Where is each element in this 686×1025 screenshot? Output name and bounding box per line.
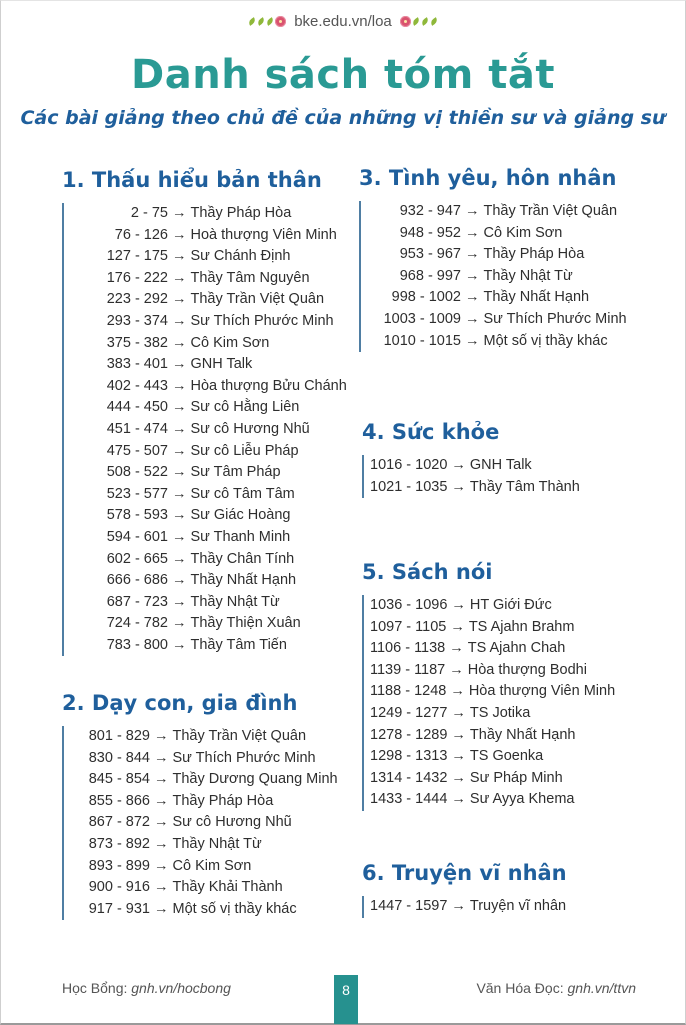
teacher-name: TS Ajahn Chah <box>467 640 566 657</box>
lecture-range: 578 - 593 <box>106 507 168 524</box>
list-item <box>70 726 338 748</box>
arrow-right-icon: → <box>172 248 187 265</box>
teacher-name: Sư Thanh Minh <box>190 528 291 545</box>
teacher-name: TS Ajahn Brahm <box>468 618 575 635</box>
lecture-range: 1298 - 1313 <box>370 748 448 765</box>
lecture-range: 594 - 601 <box>106 528 168 545</box>
lecture-range: 917 - 931 <box>88 900 150 917</box>
lecture-range: 1139 - 1187 <box>370 661 446 678</box>
list-item <box>370 681 615 703</box>
list-item <box>370 595 615 617</box>
arrow-right-icon: → <box>451 769 466 786</box>
section-list <box>362 896 567 918</box>
page-number-badge: 8 <box>334 975 358 1024</box>
teacher-name: Sư Thích Phước Minh <box>483 310 627 327</box>
lecture-range: 176 - 222 <box>106 269 168 286</box>
teacher-name: Thầy Nhất Hạnh <box>190 572 297 589</box>
arrow-right-icon: → <box>465 332 480 349</box>
teacher-name: Cô Kim Sơn <box>172 857 252 874</box>
list-item <box>70 462 347 484</box>
arrow-right-icon: → <box>465 310 480 327</box>
lecture-range: 1021 - 1035 <box>370 478 448 495</box>
teacher-name: Sư Thích Phước Minh <box>190 312 334 329</box>
lecture-range: 1433 - 1444 <box>370 791 448 808</box>
teacher-name: Thầy Pháp Hòa <box>483 246 585 263</box>
list-item <box>370 896 567 918</box>
lecture-range: 602 - 665 <box>106 550 168 567</box>
footer-left-link[interactable]: gnh.vn/hocbong <box>131 980 231 996</box>
list-item <box>70 856 338 878</box>
teacher-name: Sư cô Tâm Tâm <box>190 485 295 502</box>
arrow-right-icon: → <box>172 205 187 221</box>
list-item <box>370 725 615 747</box>
footer <box>0 978 686 1024</box>
list-item <box>70 419 347 441</box>
teacher-name: Hòa thượng Bửu Chánh <box>190 377 347 394</box>
lecture-range: 855 - 866 <box>88 792 150 809</box>
lecture-range: 1447 - 1597 <box>370 898 448 914</box>
arrow-right-icon: → <box>465 246 480 263</box>
teacher-name: Thầy Tâm Tiến <box>190 636 287 653</box>
lecture-range: 1188 - 1248 <box>370 683 447 700</box>
arrow-right-icon: → <box>154 835 169 852</box>
teacher-name: Thầy Trần Việt Quân <box>190 291 325 308</box>
arrow-right-icon: → <box>172 464 187 481</box>
arrow-right-icon: → <box>154 879 169 896</box>
list-item <box>370 746 615 768</box>
lecture-range: 666 - 686 <box>106 572 168 589</box>
section-list <box>62 203 347 656</box>
arrow-right-icon: → <box>154 728 169 744</box>
teacher-name: Sư cô Hương Nhũ <box>190 420 310 437</box>
lecture-range: 1314 - 1432 <box>370 769 448 786</box>
arrow-right-icon: → <box>465 289 480 306</box>
list-item <box>70 225 347 247</box>
section-1 <box>62 165 347 656</box>
section-heading: 6. Truyện vĩ nhân <box>362 861 567 885</box>
arrow-right-icon: → <box>172 528 187 545</box>
lecture-range: 1003 - 1009 <box>383 310 461 327</box>
section-list <box>359 201 627 352</box>
arrow-right-icon: → <box>172 593 187 610</box>
arrow-right-icon: → <box>154 771 169 788</box>
section-list <box>62 726 338 920</box>
teacher-name: Thầy Nhật Từ <box>172 835 262 852</box>
list-item <box>70 354 347 376</box>
list-item <box>370 617 615 639</box>
arrow-right-icon: → <box>465 203 480 219</box>
teacher-name: GNH Talk <box>469 457 532 473</box>
lecture-range: 293 - 374 <box>106 312 168 329</box>
section-list <box>362 455 580 498</box>
footer-reading-culture <box>476 980 636 996</box>
arrow-right-icon: → <box>154 900 169 917</box>
teacher-name: Sư Giác Hoàng <box>190 507 291 524</box>
lecture-range: 953 - 967 <box>399 246 461 263</box>
list-item <box>367 223 627 245</box>
arrow-right-icon: → <box>172 507 187 524</box>
teacher-name: Thầy Pháp Hòa <box>190 205 292 221</box>
teacher-name: Sư Tâm Pháp <box>190 464 281 481</box>
lecture-range: 2 - 75 <box>130 205 168 221</box>
section-6 <box>362 858 567 918</box>
teacher-name: Thầy Trần Việt Quân <box>172 728 307 744</box>
section-2 <box>62 688 338 920</box>
arrow-right-icon: → <box>172 377 187 394</box>
arrow-right-icon: → <box>154 749 169 766</box>
arrow-right-icon: → <box>451 457 466 473</box>
section-3 <box>359 163 627 352</box>
lecture-range: 1106 - 1138 <box>370 640 446 657</box>
teacher-name: Thầy Nhất Hạnh <box>469 726 576 743</box>
section-heading: 1. Thấu hiểu bản thân <box>62 168 322 192</box>
teacher-name: Sư cô Liễu Pháp <box>190 442 299 459</box>
list-item <box>70 289 347 311</box>
arrow-right-icon: → <box>172 636 187 653</box>
arrow-right-icon: → <box>172 485 187 502</box>
list-item <box>70 268 347 290</box>
teacher-name: Thầy Nhật Từ <box>483 267 573 284</box>
list-item <box>370 703 615 725</box>
list-item <box>367 331 627 353</box>
list-item <box>370 455 580 477</box>
lecture-range: 932 - 947 <box>399 203 461 219</box>
lecture-range: 968 - 997 <box>399 267 461 284</box>
list-item <box>70 748 338 770</box>
footer-right-link[interactable]: gnh.vn/ttvn <box>567 980 636 996</box>
list-item <box>70 203 347 225</box>
section-heading: 2. Dạy con, gia đình <box>62 691 298 715</box>
list-item <box>70 899 338 921</box>
arrow-right-icon: → <box>172 269 187 286</box>
lecture-range: 444 - 450 <box>106 399 168 416</box>
teacher-name: Thầy Tâm Nguyên <box>190 269 310 286</box>
list-item <box>70 635 347 657</box>
lecture-range: 1249 - 1277 <box>370 704 448 721</box>
lecture-range: 801 - 829 <box>88 728 150 744</box>
lecture-range: 1036 - 1096 <box>370 597 448 613</box>
list-item <box>70 311 347 333</box>
arrow-right-icon: → <box>154 792 169 809</box>
arrow-right-icon: → <box>451 478 466 495</box>
teacher-name: TS Goenka <box>469 748 544 765</box>
teacher-name: TS Jotika <box>469 704 531 721</box>
lecture-range: 867 - 872 <box>88 814 150 831</box>
list-item <box>70 834 338 856</box>
arrow-right-icon: → <box>172 356 187 373</box>
arrow-right-icon: → <box>465 267 480 284</box>
section-heading: 3. Tình yêu, hôn nhân <box>359 166 617 190</box>
list-item <box>70 791 338 813</box>
list-item <box>367 244 627 266</box>
teacher-name: Thầy Pháp Hòa <box>172 792 274 809</box>
lecture-range: 1016 - 1020 <box>370 457 448 473</box>
section-heading: 5. Sách nói <box>362 560 493 584</box>
arrow-right-icon: → <box>449 661 464 678</box>
teacher-name: Sư Thích Phước Minh <box>172 749 316 766</box>
list-item <box>367 287 627 309</box>
list-item <box>70 246 347 268</box>
flower-leaves-icon <box>400 16 438 27</box>
teacher-name: Thầy Dương Quang Minh <box>172 771 338 788</box>
teacher-name: Truyện vĩ nhân <box>469 898 567 914</box>
arrow-right-icon: → <box>451 898 466 914</box>
list-item <box>70 570 347 592</box>
page-subtitle: Các bài giảng theo chủ đề của những vị thiền sư và giảng sư <box>20 107 666 129</box>
teacher-name: Thầy Chân Tính <box>190 550 295 567</box>
teacher-name: Thầy Trần Việt Quân <box>483 203 618 219</box>
section-4 <box>362 417 580 498</box>
lecture-range: 1278 - 1289 <box>370 726 448 743</box>
lecture-range: 687 - 723 <box>106 593 168 610</box>
list-item <box>367 201 627 223</box>
lecture-range: 900 - 916 <box>88 879 150 896</box>
teacher-name: Một số vị thầy khác <box>483 332 608 349</box>
lecture-range: 383 - 401 <box>106 356 168 373</box>
list-item <box>70 613 347 635</box>
lecture-range: 873 - 892 <box>88 835 150 852</box>
teacher-name: Hòa thượng Viên Minh <box>468 683 616 700</box>
list-item <box>70 505 347 527</box>
list-item <box>370 638 615 660</box>
teacher-name: Hoà thượng Viên Minh <box>190 226 337 243</box>
lecture-range: 402 - 443 <box>106 377 168 394</box>
arrow-right-icon: → <box>172 226 187 243</box>
list-item <box>370 789 615 811</box>
list-item <box>70 484 347 506</box>
list-item <box>70 376 347 398</box>
list-item <box>70 549 347 571</box>
list-item <box>367 309 627 331</box>
lecture-range: 508 - 522 <box>106 464 168 481</box>
lecture-range: 783 - 800 <box>106 636 168 653</box>
lecture-range: 845 - 854 <box>88 771 150 788</box>
arrow-right-icon: → <box>451 597 466 613</box>
teacher-name: Thầy Khải Thành <box>172 879 283 896</box>
lecture-range: 475 - 507 <box>106 442 168 459</box>
teacher-name: GNH Talk <box>190 356 253 373</box>
arrow-right-icon: → <box>154 857 169 874</box>
lecture-range: 830 - 844 <box>88 749 150 766</box>
arrow-right-icon: → <box>172 312 187 329</box>
list-item <box>70 441 347 463</box>
list-item <box>70 527 347 549</box>
header-url-bar <box>0 10 686 32</box>
lecture-range: 127 - 175 <box>106 248 168 265</box>
list-item <box>70 592 347 614</box>
list-item <box>70 877 338 899</box>
lecture-range: 375 - 382 <box>106 334 168 351</box>
arrow-right-icon: → <box>450 683 465 700</box>
list-item <box>367 266 627 288</box>
arrow-right-icon: → <box>172 615 187 632</box>
list-item <box>370 660 615 682</box>
teacher-name: Một số vị thầy khác <box>172 900 297 917</box>
section-heading: 4. Sức khỏe <box>362 420 500 444</box>
lecture-range: 893 - 899 <box>88 857 150 874</box>
arrow-right-icon: → <box>449 640 464 657</box>
list-item <box>70 769 338 791</box>
teacher-name: Sư Chánh Định <box>190 248 291 265</box>
lecture-range: 523 - 577 <box>106 485 168 502</box>
arrow-right-icon: → <box>172 442 187 459</box>
arrow-right-icon: → <box>154 814 169 831</box>
teacher-name: Hòa thượng Bodhi <box>467 661 587 678</box>
arrow-right-icon: → <box>465 224 480 241</box>
section-list <box>362 595 615 811</box>
arrow-right-icon: → <box>172 334 187 351</box>
lecture-range: 948 - 952 <box>399 224 461 241</box>
lecture-range: 451 - 474 <box>106 420 168 437</box>
teacher-name: Thầy Tâm Thành <box>469 478 580 495</box>
lecture-range: 1010 - 1015 <box>383 332 461 349</box>
list-item <box>70 812 338 834</box>
lecture-range: 724 - 782 <box>106 615 168 632</box>
list-item <box>70 333 347 355</box>
lecture-range: 1097 - 1105 <box>370 618 447 635</box>
leaves-flower-icon <box>248 16 286 27</box>
arrow-right-icon: → <box>451 791 466 808</box>
lecture-range: 223 - 292 <box>106 291 168 308</box>
lecture-range: 998 - 1002 <box>391 289 461 306</box>
teacher-name: Thầy Nhất Hạnh <box>483 289 590 306</box>
teacher-name: HT Giới Đức <box>469 597 552 613</box>
page-title: Danh sách tóm tắt <box>131 52 555 98</box>
teacher-name: Cô Kim Sơn <box>483 224 563 241</box>
lecture-range: 76 - 126 <box>114 226 168 243</box>
arrow-right-icon: → <box>451 748 466 765</box>
teacher-name: Thầy Thiện Xuân <box>190 615 301 632</box>
arrow-right-icon: → <box>172 399 187 416</box>
arrow-right-icon: → <box>172 572 187 589</box>
footer-scholarship <box>62 980 231 996</box>
list-item <box>370 477 580 499</box>
footer-right-label: Văn Hóa Đọc: <box>476 980 564 996</box>
teacher-name: Sư Ayya Khema <box>469 791 575 808</box>
arrow-right-icon: → <box>451 726 466 743</box>
section-5 <box>362 557 615 811</box>
arrow-right-icon: → <box>450 618 465 635</box>
arrow-right-icon: → <box>172 420 187 437</box>
teacher-name: Sư cô Hằng Liên <box>190 399 300 416</box>
list-item <box>370 768 615 790</box>
teacher-name: Cô Kim Sơn <box>190 334 270 351</box>
arrow-right-icon: → <box>172 291 187 308</box>
teacher-name: Sư Pháp Minh <box>469 769 563 786</box>
list-item <box>70 397 347 419</box>
header-url[interactable]: bke.edu.vn/loa <box>294 12 392 30</box>
teacher-name: Thầy Nhật Từ <box>190 593 280 610</box>
arrow-right-icon: → <box>172 550 187 567</box>
teacher-name: Sư cô Hương Nhũ <box>172 814 292 831</box>
arrow-right-icon: → <box>451 704 466 721</box>
footer-left-label: Học Bổng: <box>62 980 128 996</box>
